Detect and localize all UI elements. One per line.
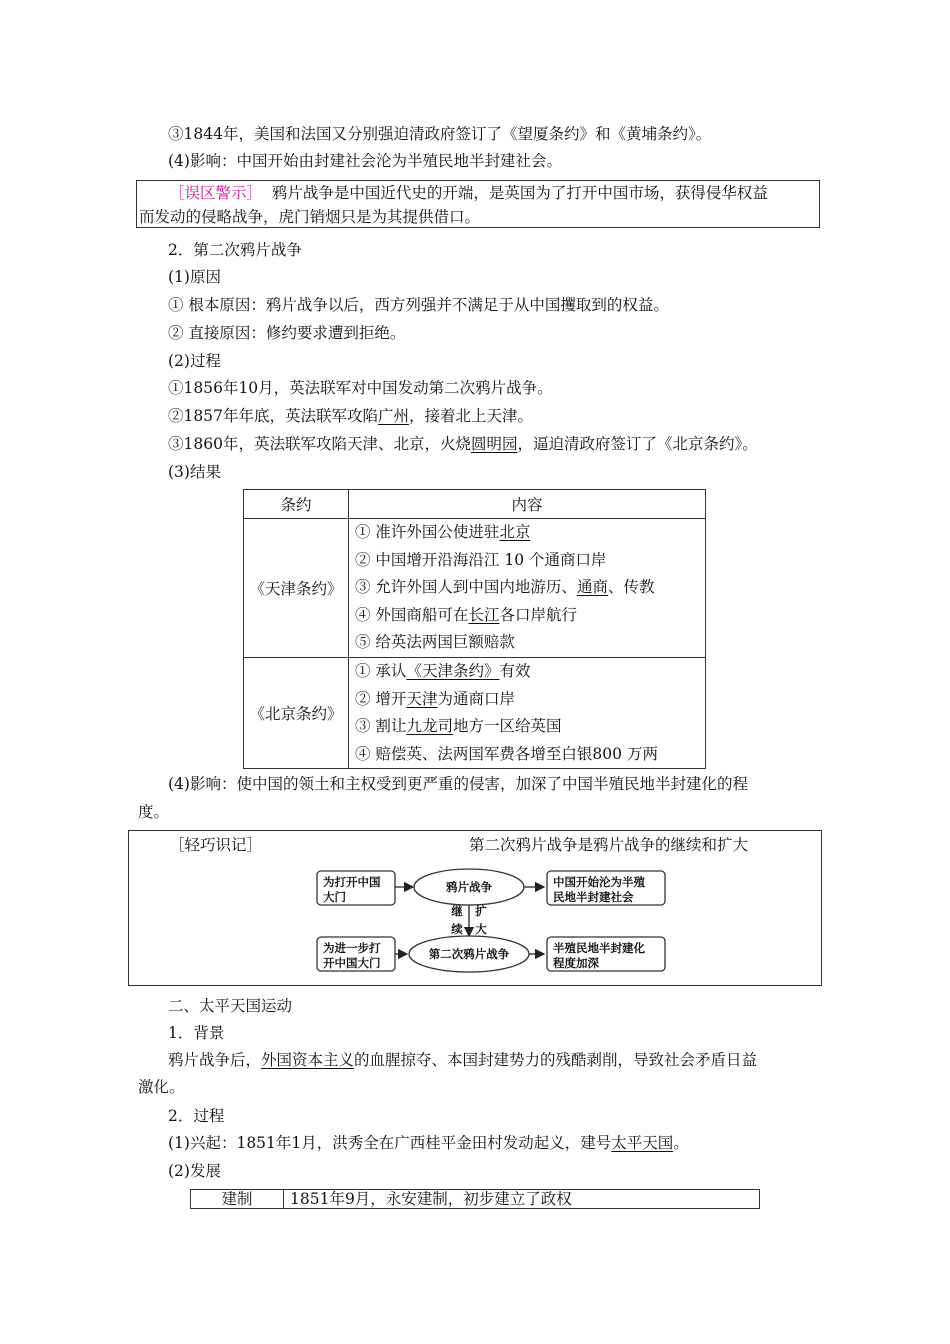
text-line: (1)原因 — [168, 268, 221, 286]
treaty-name-beijing: 《北京条约》 — [244, 657, 349, 768]
warning-tag: ［误区警示］ — [169, 184, 263, 202]
text-line: 鸦片战争后，外国资本主义的血腥掠夺、本国封建势力的残酷剥削，导致社会矛盾日益 — [168, 1051, 758, 1069]
underlined-keyword: 太平天国 — [611, 1134, 674, 1152]
table-header-content: 内容 — [349, 490, 706, 519]
memo-title: 第二次鸦片战争是鸦片战争的继续和扩大 — [469, 836, 749, 854]
warning-text: 鸦片战争是中国近代史的开端，是英国为了打开中国市场，获得侵华权益 — [271, 184, 768, 202]
warning-box — [136, 180, 820, 228]
flow-label-ji: 继 — [451, 904, 463, 918]
text-line: (3)结果 — [168, 463, 221, 481]
dev-key: 建制 — [191, 1190, 284, 1209]
flow-label-kuo: 扩 — [475, 904, 487, 918]
treaty-name-tianjin: 《天津条约》 — [244, 519, 349, 658]
treaty-content-beijing: ① 承认《天津条约》有效 ② 增开天津为通商口岸 ③ 割让九龙司地方一区给英国 ④ 赔偿英、法两国军费各增至白银800 万两 — [349, 657, 706, 768]
text-line: 度。 — [138, 803, 170, 821]
flow-box-2-line1: 中国开始沦为半殖 — [553, 875, 645, 889]
underlined-keyword: 圆明园 — [470, 435, 518, 453]
flow-box-4-line2: 程度加深 — [553, 956, 599, 970]
text-line: ①1856年10月，英法联军对中国发动第二次鸦片战争。 — [168, 379, 553, 397]
flow-oval-2-text: 第二次鸦片战争 — [428, 947, 510, 961]
section-heading: 2．第二次鸦片战争 — [168, 241, 302, 259]
flow-box-3-line2: 开中国大门 — [323, 956, 381, 970]
dev-value: 1851年9月，永安建制，初步建立了政权 — [284, 1190, 760, 1209]
text-line: ① 根本原因：鸦片战争以后，西方列强并不满足于从中国攫取到的权益。 — [168, 296, 669, 314]
table-header-treaty: 条约 — [244, 490, 349, 519]
memory-tip-box — [128, 830, 822, 986]
development-table — [190, 1189, 760, 1209]
text-line: (1)兴起：1851年1月，洪秀全在广西桂平金田村发动起义，建号太平天国。 — [168, 1134, 689, 1152]
treaty-table — [243, 489, 706, 769]
text-line: ②1857年年底，英法联军攻陷广州，接着北上天津。 — [168, 407, 533, 425]
text-line: 激化。 — [138, 1078, 185, 1096]
text-line: ③1844年，美国和法国又分别强迫清政府签订了《望厦条约》和《黄埔条约》。 — [168, 125, 712, 143]
section-heading: 二、太平天国运动 — [168, 997, 293, 1015]
text-line: (4)影响：中国开始由封建社会沦为半殖民地半封建社会。 — [168, 152, 562, 170]
treaty-content-tianjin: ① 准许外国公使进驻北京 ② 中国增开沿海沿江 10 个通商口岸 ③ 允许外国人到中国内地游历、通商、传教 ④ 外国商船可在长江各口岸航行 ⑤ 给英法两国巨额赔款 — [349, 519, 706, 658]
flow-oval-1-text: 鸦片战争 — [446, 880, 492, 894]
underlined-keyword: 外国资本主义 — [261, 1051, 355, 1069]
flow-box-2-line2: 民地半封建社会 — [553, 890, 634, 904]
underlined-keyword: 广州 — [377, 407, 409, 425]
flow-box-1-line2: 大门 — [323, 890, 346, 904]
section-heading: 2．过程 — [168, 1107, 225, 1125]
warning-line-2: 而发动的侵略战争，虎门销烟只是为其提供借口。 — [139, 208, 481, 226]
text-line: (2)过程 — [168, 352, 221, 370]
flow-label-xu: 续 — [451, 922, 463, 936]
warning-line-1 — [169, 183, 768, 203]
flow-box-3-line1: 为进一步打 — [323, 941, 381, 955]
flow-box-4-line1: 半殖民地半封建化 — [553, 941, 645, 955]
flow-box-1-line1: 为打开中国 — [323, 875, 381, 889]
section-heading: 1．背景 — [168, 1024, 225, 1042]
memo-tag: ［轻巧识记］ — [169, 836, 263, 854]
memo-flow-diagram — [129, 831, 823, 987]
text-line: (4)影响：使中国的领土和主权受到更严重的侵害，加深了中国半殖民地半封建化的程 — [168, 775, 748, 793]
text-line: ③1860年，英法联军攻陷天津、北京，火烧圆明园，逼迫清政府签订了《北京条约》。 — [168, 435, 758, 453]
text-line: ② 直接原因：修约要求遭到拒绝。 — [168, 324, 406, 342]
text-line: (2)发展 — [168, 1162, 221, 1180]
flow-label-da: 大 — [475, 922, 487, 936]
